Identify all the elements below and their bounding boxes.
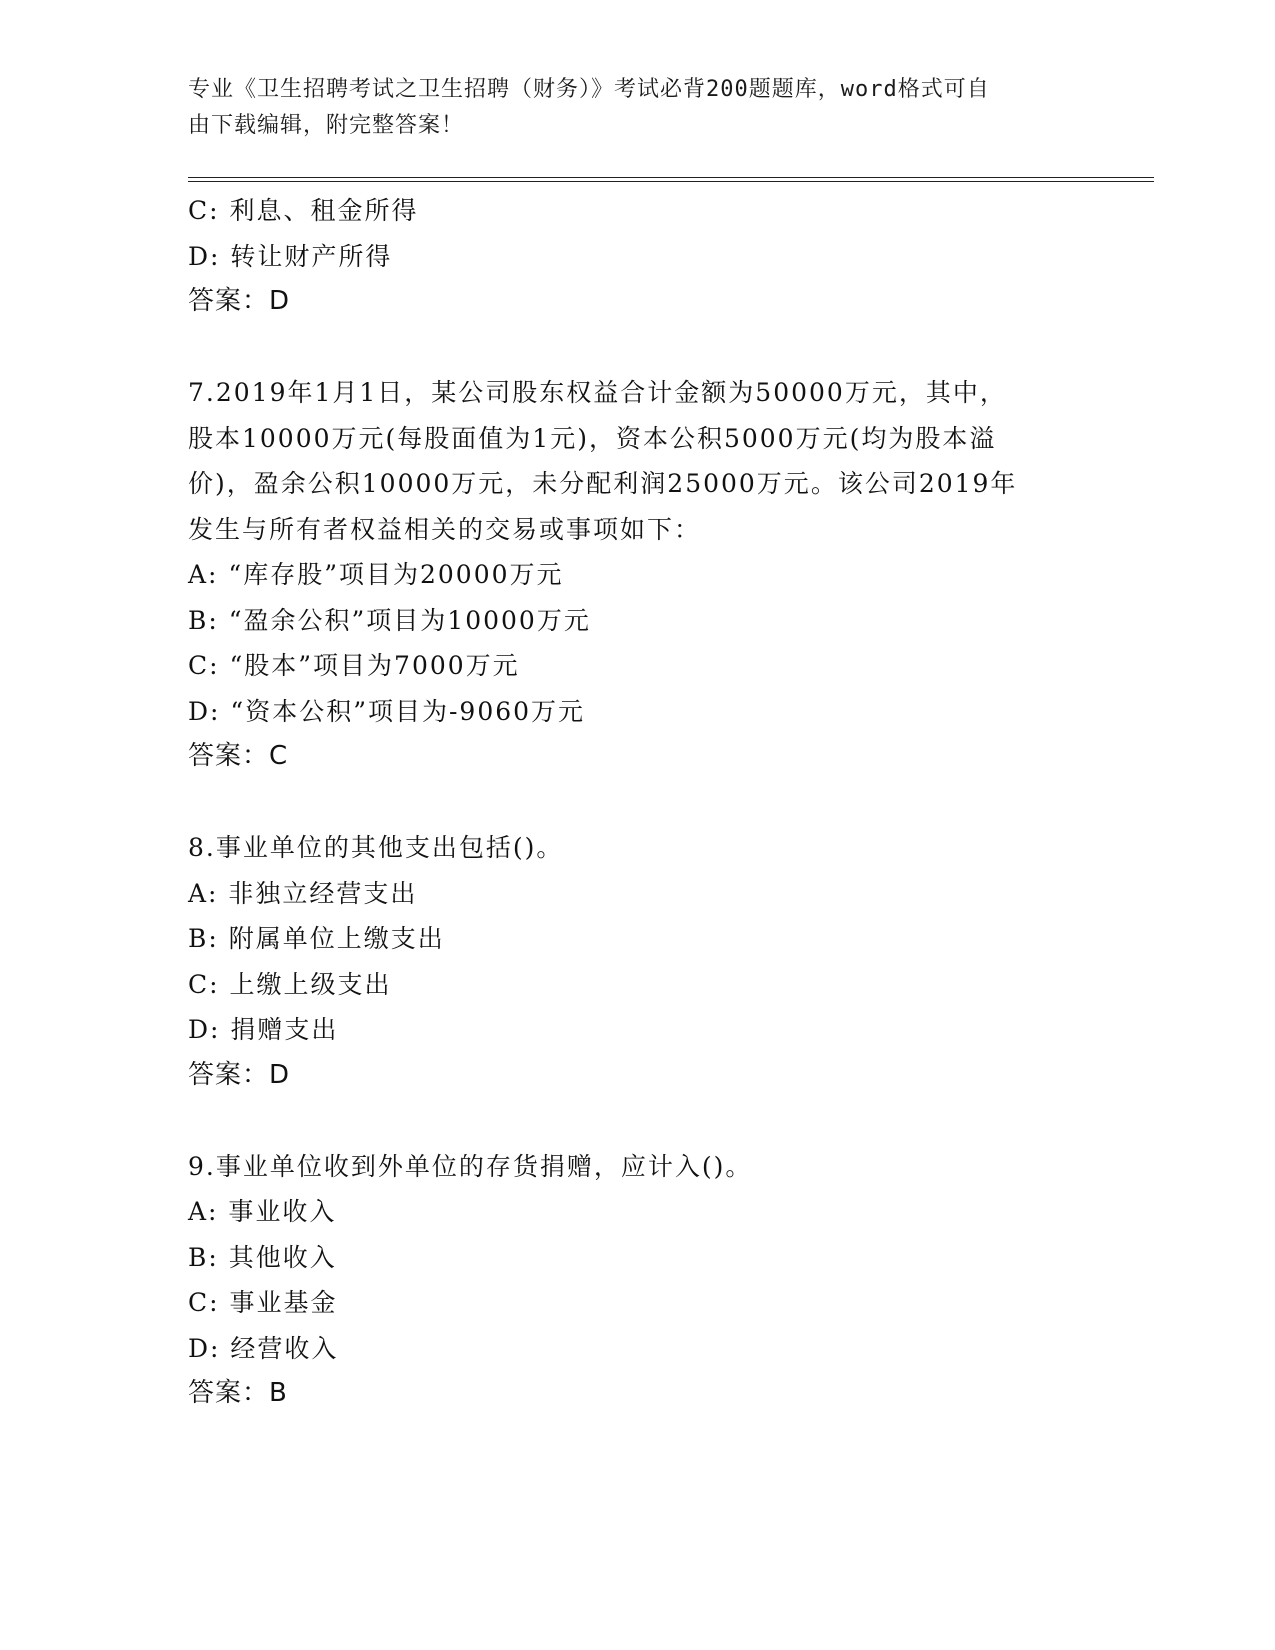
option-d: D: “资本公积”项目为-9060万元 [188,696,586,726]
document-body [188,188,1068,1417]
question-stem-line: 价)，盈余公积10000万元，未分配利润25000万元。该公司2019年 [188,469,1018,498]
option-a: A: “库存股”项目为20000万元 [188,560,564,589]
option-b: B: 附属单位上缴支出 [188,924,445,953]
question-7 [188,370,1068,780]
answer: 答案：B [188,1378,288,1408]
spacer [188,780,1068,826]
option-d: D: 捐赠支出 [188,1015,339,1044]
question-stem-line: 发生与所有者权益相关的交易或事项如下： [188,514,702,544]
question-6-tail [188,188,1068,325]
option-c: C: “股本”项目为7000万元 [188,651,520,680]
option-c: C: 上缴上级支出 [188,969,392,999]
option-b: B: “盈余公积”项目为10000万元 [188,605,591,635]
option-d: D: 经营收入 [188,1333,339,1363]
page-header [188,72,1068,144]
answer: 答案：D [188,286,291,316]
question-8 [188,825,1068,1098]
header-line-2: 由下载编辑，附完整答案！ [188,113,465,138]
option-a: A: 事业收入 [188,1197,337,1226]
answer: 答案：D [188,1059,291,1090]
option-c: C: 事业基金 [188,1288,338,1317]
option-b: B: 其他收入 [188,1242,337,1272]
question-9 [188,1144,1068,1417]
spacer [188,1098,1068,1144]
question-stem: 8.事业单位的其他支出包括()。 [188,833,564,862]
question-stem-line: 7.2019年1月1日，某公司股东权益合计金额为50000万元，其中， [188,378,1007,407]
answer: 答案：C [188,741,289,771]
header-line-1: 专业《卫生招聘考试之卫生招聘（财务）》考试必背200题题库，word格式可自 [188,77,990,102]
question-stem-line: 股本10000万元(每股面值为1元)，资本公积5000万元(均为股本溢 [188,423,997,453]
header-divider [188,177,1154,182]
spacer [188,325,1068,371]
option-d: D: 转让财产所得 [188,241,393,271]
option-a: A: 非独立经营支出 [188,878,418,908]
option-c: C: 利息、租金所得 [188,196,419,225]
question-stem: 9.事业单位收到外单位的存货捐赠，应计入()。 [188,1151,753,1181]
